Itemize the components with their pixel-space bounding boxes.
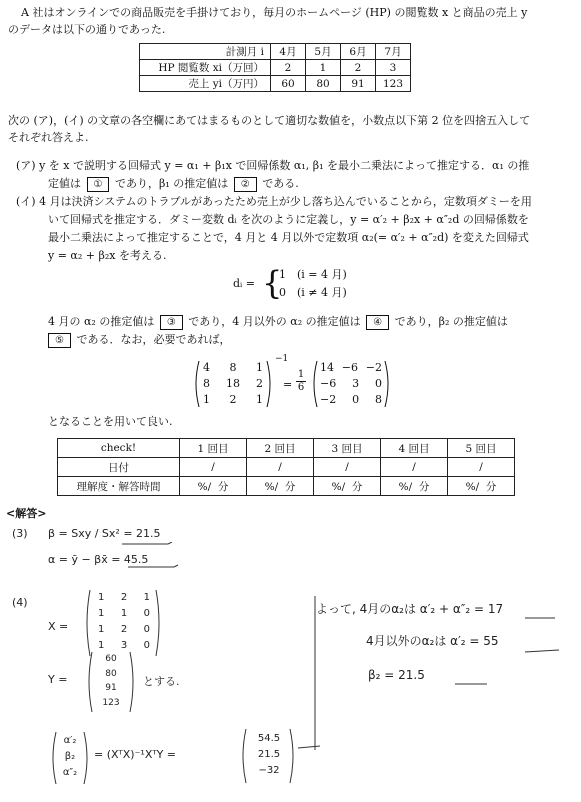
time-row-label: 理解度・解答時間 (58, 477, 180, 496)
y-label: Y = (48, 673, 68, 686)
matrix-cell: 1 (256, 393, 263, 406)
matrix-cell: 0 (352, 393, 360, 406)
sales-value: 123 (376, 76, 411, 92)
dummy-case-1: 1 (i = 4 月) (279, 268, 347, 281)
blank-2: ② (234, 177, 257, 192)
matrix-cell: 1 (98, 624, 105, 635)
hp-value: 1 (306, 60, 341, 76)
part-b-text: 4 月の α₂ の推定値は (48, 315, 155, 328)
closing-text: となることを用いて良い. (48, 415, 173, 428)
time-pct: %/ (398, 480, 413, 493)
part-b-line-1: (イ) 4 月は決済システムのトラブルがあったため売上が少し落ち込んでいることから，定数項ダミーを用 (16, 195, 532, 208)
part-a-line-1: (ア) y を x で説明する回帰式 y = α₁ + β₁x で回帰係数 α₁, β₁ を最小二乗法によって推定する．α₁ の推 (16, 159, 530, 172)
header-label: 計測月 i (140, 44, 271, 60)
time-min: 分 (217, 480, 229, 493)
time-cell[interactable] (314, 477, 381, 496)
part-a-line-2 (48, 175, 299, 192)
matrix-cell: 3 (120, 640, 128, 651)
matrix-cell: 1 (256, 361, 263, 374)
month-5: 5月 (306, 44, 341, 60)
matrix-cell: −6 (341, 361, 358, 374)
result-line-1: よって, 4月のα₂は α′₂ + α″₂ = 17 (316, 602, 504, 616)
time-min: 分 (284, 480, 296, 493)
coef-equation: = (XᵀX)⁻¹XᵀY = (94, 748, 177, 761)
time-pct: %/ (465, 480, 480, 493)
matrix-cell: 2 (229, 393, 237, 406)
matrix-right-body (320, 360, 382, 408)
coef-vector-body (58, 733, 82, 781)
matrix-cell: 1 (120, 608, 128, 619)
matrix-cell: 0 (143, 608, 150, 619)
time-cell[interactable] (247, 477, 314, 496)
matrix-cell: 2 (120, 624, 128, 635)
check-col: 1 回目 (180, 439, 247, 458)
date-cell[interactable]: / (314, 458, 381, 477)
intro-line-1: A 社はオンラインでの商品販売を手掛けており，毎月のホームページ (HP) の閲覧数 x と商品の売上 y (21, 6, 528, 19)
matrix-cell: 14 (320, 361, 334, 374)
check-col: 5 回目 (448, 439, 515, 458)
underline-marks (120, 542, 180, 572)
answer-beta: β = Sxy / Sx² = 21.5 (48, 527, 161, 540)
answer-3-label: (3) (12, 527, 28, 540)
month-6: 6月 (341, 44, 376, 60)
matrix-cell: 1 (98, 608, 105, 619)
answer-arrows (455, 612, 575, 692)
matrix-cell: 1 (143, 592, 150, 603)
time-cell[interactable] (381, 477, 448, 496)
sales-value: 60 (271, 76, 306, 92)
vector-cell: 21.5 (257, 749, 281, 760)
part-b-text: である．なお，必要であれば， (76, 333, 231, 346)
time-cell[interactable] (448, 477, 515, 496)
vector-cell: −32 (258, 765, 280, 776)
check-table (57, 438, 515, 496)
hp-value: 2 (271, 60, 306, 76)
date-cell[interactable]: / (448, 458, 515, 477)
check-col: 4 回目 (381, 439, 448, 458)
part-b-line-3: 最小二乗法によって推定することで，4 月と 4 月以外で定数項 α₂(= α′₂ + α″₂d) を変えた回帰式 (48, 231, 529, 244)
time-pct: %/ (264, 480, 279, 493)
matrix-cell: 0 (375, 377, 382, 390)
matrix-cell: 1 (98, 640, 105, 651)
month-4: 4月 (271, 44, 306, 60)
brace-icon: { (262, 264, 283, 302)
matrix-cell: −2 (320, 393, 337, 406)
matrix-cell: −6 (320, 377, 337, 390)
vector-cell: 54.5 (257, 733, 281, 744)
y-suffix: とする. (143, 675, 180, 688)
matrix-cell: 0 (143, 640, 150, 651)
x-label: X = (48, 620, 69, 633)
row-sales-label: 売上 yi（万円） (140, 76, 271, 92)
matrix-cell: 1 (98, 592, 105, 603)
month-7: 7月 (376, 44, 411, 60)
result-line-3: β₂ = 21.5 (368, 668, 425, 682)
result-line-2: 4月以外のα₂は α′₂ = 55 (366, 634, 499, 648)
fraction-numerator: 1 (297, 369, 305, 380)
matrix-cell: 2 (120, 592, 128, 603)
matrix-cell: 3 (352, 377, 360, 390)
row-hp-label: HP 閲覧数 xi（万回） (140, 60, 271, 76)
blank-5: ⑤ (48, 333, 71, 348)
equals-sign: = (283, 378, 293, 391)
part-a-text: 定値は (48, 177, 81, 190)
matrix-cell: 8 (375, 393, 382, 406)
time-cell[interactable] (180, 477, 247, 496)
part-b-question-2 (46, 331, 230, 348)
blank-1: ① (87, 177, 110, 192)
vector-cell: α′₂ (63, 735, 77, 746)
date-cell[interactable]: / (180, 458, 247, 477)
part-b-question (48, 313, 508, 330)
matrix-cell: 4 (203, 361, 210, 374)
result-vector-body (252, 731, 286, 779)
date-cell[interactable]: / (247, 458, 314, 477)
part-b-line-4: y = α₂ + β₂x を考える. (48, 249, 167, 262)
matrix-cell: 1 (203, 393, 210, 406)
matrix-cell: −2 (365, 361, 382, 374)
dummy-label: dᵢ = (233, 277, 255, 290)
blank-3: ③ (160, 315, 183, 330)
part-b-text: であり，β₂ の推定値は (394, 315, 508, 328)
inverse-exponent: −1 (275, 354, 289, 364)
vector-cell: α″₂ (62, 767, 78, 778)
part-b-line-2: いて回帰式を推定する．ダミー変数 dᵢ を次のように定義し，y = α′₂ + β₂x + α″₂d の回帰係数を (48, 213, 529, 226)
matrix-cell: 18 (226, 377, 240, 390)
divider-line (309, 594, 321, 754)
y-vector-body (98, 652, 124, 710)
hp-value: 2 (341, 60, 376, 76)
intro-line-2: のデータは以下の通りであった. (8, 23, 166, 36)
check-col: 2 回目 (247, 439, 314, 458)
instruction-line-2: それぞれ答えよ. (8, 131, 89, 144)
blank-4: ④ (366, 315, 389, 330)
matrix-cell: 8 (229, 361, 237, 374)
date-row-label: 日付 (58, 458, 180, 477)
fraction-denominator: 6 (297, 382, 305, 393)
x-matrix-body (98, 590, 150, 654)
time-min: 分 (351, 480, 363, 493)
vector-cell: 91 (105, 683, 117, 693)
matrix-left-body (203, 360, 263, 408)
time-min: 分 (485, 480, 497, 493)
hp-value: 3 (376, 60, 411, 76)
time-pct: %/ (331, 480, 346, 493)
part-a-text: であり，β₁ の推定値は (114, 177, 229, 190)
fraction (296, 369, 306, 394)
date-cell[interactable]: / (381, 458, 448, 477)
part-b-text: であり，4 月以外の α₂ の推定値は (188, 315, 361, 328)
vector-cell: β₂ (64, 751, 76, 762)
sales-value: 91 (341, 76, 376, 92)
vector-cell: 123 (102, 697, 120, 708)
matrix-cell: 0 (143, 624, 150, 635)
vector-cell: 60 (105, 654, 117, 664)
vector-cell: 80 (105, 668, 117, 679)
answer-alpha: α = ȳ − βx̄ = 45.5 (48, 553, 149, 566)
part-a-text: である. (262, 177, 299, 190)
check-col: 3 回目 (314, 439, 381, 458)
matrix-cell: 2 (256, 377, 263, 390)
time-pct: %/ (197, 480, 212, 493)
time-min: 分 (418, 480, 430, 493)
data-table (139, 43, 411, 92)
answer-heading: <解答> (6, 507, 47, 520)
instruction-line-1: 次の (ア)，(イ) の文章の各空欄にあてはまるものとして適切な数値を，小数点以下第 2 位を四捨五入して (8, 114, 531, 127)
sales-value: 80 (306, 76, 341, 92)
matrix-cell: 8 (203, 377, 210, 390)
check-header: check! (58, 439, 180, 458)
answer-4-label: (4) (12, 596, 28, 609)
dummy-case-2: 0 (i ≠ 4 月) (279, 286, 347, 299)
